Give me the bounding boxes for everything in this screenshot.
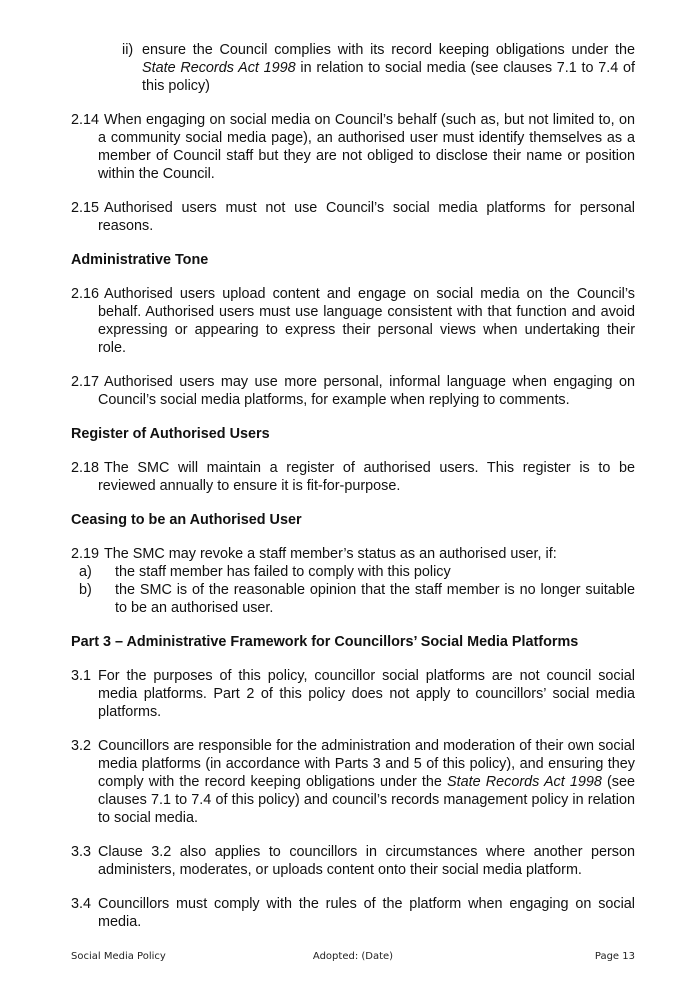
- heading-register: Register of Authorised Users: [71, 426, 270, 442]
- clause-number: 3.1: [71, 668, 92, 684]
- clause-text: Councillors must comply with the rules of the platform when engaging on social media.: [98, 896, 635, 930]
- clause-text: ensure the Council complies with its record keeping obligations under the State Records Act 1998 in relation to social media (see clauses 7.1 to 7.4 of this policy): [142, 42, 636, 94]
- clause-text: The SMC will maintain a register of authorised users. This register is to be reviewed annually to ensure it is fit-for-purpose.: [98, 460, 635, 494]
- clause-number: 3.2: [71, 738, 92, 754]
- clause-text: For the purposes of this policy, councillor social platforms are not council social media platforms. Part 2 of this policy does not apply to councillors’ social media platforms.: [98, 668, 635, 720]
- clause-2-19-lead: [71, 545, 635, 563]
- clause-text: Authorised users must not use Council’s social media platforms for personal reasons.: [98, 200, 635, 234]
- clause-2-17: [71, 373, 635, 409]
- clause-number: 2.19: [71, 546, 100, 562]
- clause-text: Authorised users upload content and engage on social media on the Council’s behalf. Authorised users must use language consistent with that function and avoid expressing or appearing to express their personal views when undertaking their role.: [98, 286, 635, 356]
- act-title: State Records Act 1998: [142, 60, 296, 76]
- clause-3-3: [71, 843, 635, 879]
- page-footer: [71, 951, 635, 965]
- list-text: the staff member has failed to comply with this policy: [115, 564, 451, 580]
- clause-2-18: [71, 459, 635, 495]
- clause-2-16: [71, 285, 635, 357]
- clause-3-2: [71, 737, 635, 827]
- clause-2-19-a: [71, 563, 635, 581]
- list-marker: b): [79, 582, 92, 598]
- list-marker: ii): [122, 42, 134, 58]
- clause-2-19-b: [71, 581, 635, 617]
- page-content: [71, 41, 635, 947]
- list-text: the SMC is of the reasonable opinion that the staff member is no longer suitable to be an authorised user.: [115, 582, 635, 616]
- act-title: State Records Act 1998: [447, 774, 602, 790]
- clause-2-14: [71, 111, 635, 183]
- clause-text: Clause 3.2 also applies to councillors in circumstances where another person administers, moderates, or uploads content onto their social media platform.: [98, 844, 635, 878]
- list-marker: a): [79, 564, 92, 580]
- clause-2-19: [71, 545, 635, 617]
- clause-2-15: [71, 199, 635, 235]
- footer-adopted-date: Adopted: (Date): [312, 951, 394, 962]
- clause-text: Authorised users may use more personal, informal language when engaging on Council’s social media platforms, for example when replying to comments.: [98, 374, 635, 408]
- footer-page-number: Page 13: [594, 951, 635, 962]
- clause-text: When engaging on social media on Council’s behalf (such as, but not limited to, on a community social media page), an authorised user must identify themselves as a member of Council staff but they are not obliged to disclose their name or position within the Council.: [98, 112, 635, 182]
- clause-2-13-ii: [71, 41, 635, 95]
- clause-number: 2.17: [71, 374, 100, 390]
- clause-text: Councillors are responsible for the administration and moderation of their own social media platforms (in accordance with Parts 3 and 5 of this policy), and ensuring they comply with the record keeping obligations under the State Records Act 1998 (see clauses 7.1 to 7.4 of this policy) and council’s records management policy in relation to social media.: [98, 738, 635, 826]
- clause-number: 2.16: [71, 286, 100, 302]
- clause-text: The SMC may revoke a staff member’s status as an authorised user, if:: [104, 546, 557, 562]
- heading-part-3: Part 3 – Administrative Framework for Councillors’ Social Media Platforms: [71, 634, 579, 650]
- footer-document-title: Social Media Policy: [71, 951, 166, 962]
- clause-number: 2.15: [71, 200, 100, 216]
- heading-ceasing: Ceasing to be an Authorised User: [71, 512, 302, 528]
- clause-3-1: [71, 667, 635, 721]
- clause-number: 3.3: [71, 844, 92, 860]
- clause-number: 3.4: [71, 896, 92, 912]
- clause-number: 2.18: [71, 460, 100, 476]
- clause-3-4: [71, 895, 635, 931]
- heading-administrative-tone: Administrative Tone: [71, 252, 209, 268]
- clause-number: 2.14: [71, 112, 100, 128]
